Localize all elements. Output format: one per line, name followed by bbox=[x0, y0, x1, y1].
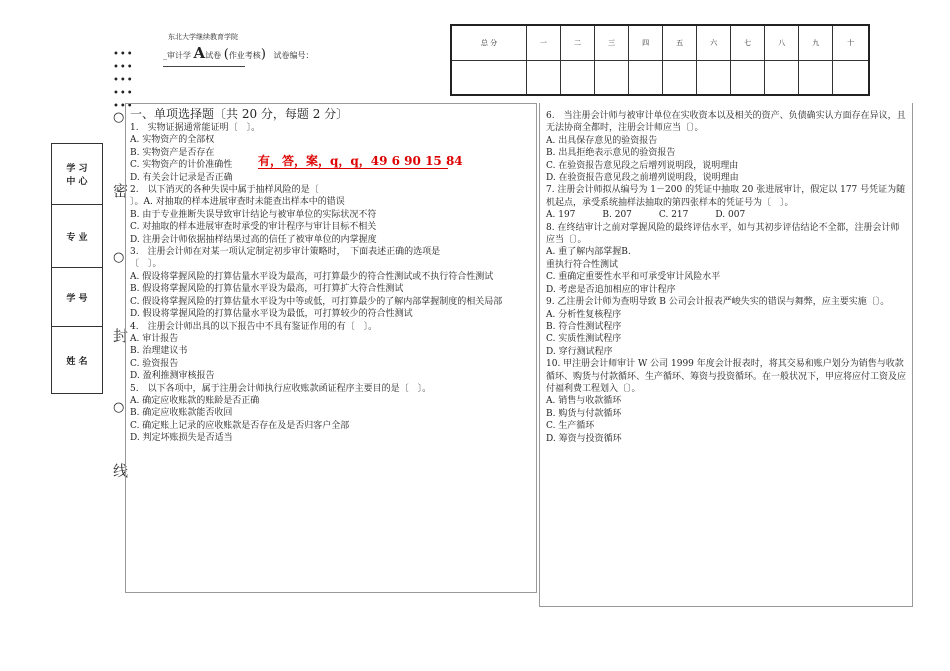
score-header-10: 十 bbox=[833, 25, 869, 60]
option-line: B. 由于专业推断失误导致审计结论与被审单位的实际状况不符 bbox=[130, 209, 377, 220]
question-line: 8. 在终结审计之前对掌握风险的最终评估水平，如与其初步评估结论不全都，注册会计师应当〔〕。 bbox=[546, 222, 900, 246]
option-line: D. 判定坏账损失是否适当 bbox=[130, 433, 233, 444]
paren-close: ) bbox=[260, 47, 266, 62]
score-header-2: 二 bbox=[560, 25, 594, 60]
option-line: A. 销售与收款循环 bbox=[546, 396, 622, 407]
score-header-1: 一 bbox=[526, 25, 560, 60]
question-line: 2. 以下消灭的各种失误中属于抽样风险的是〔 bbox=[130, 185, 319, 196]
option-line: 〕。A. 对抽取的样本进展审查时未能查出样本中的错误 bbox=[130, 197, 345, 208]
option-line: C. 确定账上记录的应收账款是否存在及是否归客户全部 bbox=[130, 420, 350, 431]
score-cell[interactable] bbox=[697, 60, 731, 95]
question-line: 6. 当注册会计师与被审计单位在实收资本以及相关的资产、负债确实认方面存在异议，且无法协商全都时，注册会计师应当〔〕。 bbox=[546, 111, 906, 134]
seal-circle: ○ bbox=[113, 400, 125, 415]
option-line: B. 实物资产是否存在 bbox=[130, 147, 215, 158]
option-line: B. 购货与付款循环 bbox=[546, 408, 622, 419]
option-line: C. 实质性测试程序 bbox=[546, 334, 622, 345]
score-header-3: 三 bbox=[595, 25, 629, 60]
option-line: D. 有关会计记录是否正确 bbox=[130, 172, 233, 183]
student-info-box bbox=[51, 143, 103, 394]
option-line: B. 出具拒绝表示意见的验资报告 bbox=[546, 148, 676, 159]
option-line: A. 重了解内部掌握B. bbox=[546, 247, 631, 258]
score-table bbox=[450, 24, 870, 96]
option-line: D. 盈利推测审核报告 bbox=[130, 371, 215, 382]
score-header-9: 九 bbox=[799, 25, 833, 60]
label-student-id: 学 号 bbox=[52, 268, 103, 327]
seal-circle: ○ bbox=[113, 110, 125, 125]
right-column bbox=[546, 110, 906, 445]
option-line: C. 对抽取的样本进展审查时承受的审计程序与审计目标不相关 bbox=[130, 222, 377, 233]
score-header-5: 五 bbox=[663, 25, 697, 60]
seal-char-xian: 线 bbox=[113, 462, 129, 480]
score-header-6: 六 bbox=[697, 25, 731, 60]
score-header-total: 总 分 bbox=[451, 25, 526, 60]
watermark-underline bbox=[258, 168, 448, 169]
score-cell[interactable] bbox=[595, 60, 629, 95]
question-line: 1. 实物证据通常能证明〔 〕。 bbox=[130, 123, 261, 133]
question-line: 4. 注册会计师出具的以下报告中不具有鉴证作用的有〔 〕。 bbox=[130, 321, 378, 332]
option-line: B. 符合性测试程序 bbox=[546, 321, 622, 332]
option-line: D. 在验资报告意见段之前增列说明段，说明理由 bbox=[546, 173, 739, 184]
score-header-7: 七 bbox=[731, 25, 765, 60]
score-header-8: 八 bbox=[765, 25, 799, 60]
score-cell[interactable] bbox=[526, 60, 560, 95]
paper-type: A bbox=[193, 44, 206, 62]
option-line: C. 验资报告 bbox=[130, 358, 179, 369]
section-title: 一、单项选择题〔共 20 分，每题 2 分〕 bbox=[130, 107, 349, 121]
option-line: A. 分析性复核程序 bbox=[546, 309, 622, 320]
score-cell[interactable] bbox=[765, 60, 799, 95]
score-cell[interactable] bbox=[629, 60, 663, 95]
option-line: A. 确定应收账款的账龄是否正确 bbox=[130, 395, 260, 406]
score-cell[interactable] bbox=[560, 60, 594, 95]
header-rule bbox=[163, 66, 245, 67]
option-line: C. 重确定重要性水平和可承受审计风险水平 bbox=[546, 272, 721, 283]
option-line: D. 假设将掌握风险的打算估量水平设为最低，可打算较少的符合性测试 bbox=[130, 309, 413, 320]
option-line: A. 假设将掌握风险的打算估量水平设为最高，可打算最少的符合性测试或不执行符合性测试 bbox=[130, 271, 494, 282]
paper-title-line bbox=[163, 44, 314, 62]
score-cell[interactable] bbox=[731, 60, 765, 95]
exam-mode: 作业考核 bbox=[228, 51, 261, 60]
option-line: A. 实物资产的全部权 bbox=[130, 135, 215, 146]
score-cell[interactable] bbox=[833, 60, 869, 95]
option-line: B. 治理建议书 bbox=[130, 346, 188, 357]
paren-open: ( bbox=[223, 47, 229, 62]
seal-circle: ○ bbox=[113, 250, 125, 265]
option-line: 重执行符合性测试 bbox=[546, 259, 619, 270]
question-line: 3. 注册会计师在对某一项认定制定初步审计策略时， 下面表述正确的选项是 bbox=[130, 247, 441, 258]
option-line: D. 考虑是否追加相应的审计程序 bbox=[546, 284, 676, 295]
option-line: C. 在验资报告意见段之后增列说明段，说明理由 bbox=[546, 160, 739, 171]
seal-char-feng: 封 bbox=[113, 327, 129, 345]
label-name: 姓 名 bbox=[52, 327, 103, 394]
option-line: B. 确定应收账款能否收回 bbox=[130, 408, 233, 419]
paper-suffix: 试卷 bbox=[205, 51, 222, 60]
question-line: 7. 注册会计师拟从编号为 1－200 的凭证中抽取 20 张进展审计，假定以 177 号凭证为随机起点，承受系统抽样法抽取的第四张样本的凭证号为〔 〕。 bbox=[546, 185, 906, 208]
school-name: 东北大学继续教育学院 bbox=[168, 33, 238, 41]
score-cell[interactable] bbox=[663, 60, 697, 95]
option-line: A. 197 B. 207 C. 217 D. 007 bbox=[546, 210, 746, 221]
question-line: 〔 〕。 bbox=[130, 259, 162, 270]
title-underscore: _ bbox=[163, 51, 167, 60]
seal-char-mi: 密 bbox=[113, 182, 129, 200]
option-line: D. 注册会计师依据抽样结果过高的信任了被审单位的内掌握度 bbox=[130, 234, 377, 245]
seal-dots: ••• ••• ••• ••• ••• bbox=[113, 49, 134, 112]
score-cell[interactable] bbox=[451, 60, 526, 95]
option-line: A. 出具保存意见的验资报告 bbox=[546, 135, 658, 146]
label-study-center: 学 习 中 心 bbox=[52, 144, 103, 205]
score-cell[interactable] bbox=[799, 60, 833, 95]
course-name: 审计学 bbox=[167, 51, 191, 60]
watermark-text: 有，答，案，q，q，49 6 90 15 84 bbox=[258, 154, 463, 168]
option-line: C. 实物资产的计价准确性 bbox=[130, 160, 233, 171]
option-line: A. 审计报告 bbox=[130, 333, 179, 344]
question-line: 10. 甲注册会计师审计 W 公司 1999 年度会计报表时，将其交易和账户划分为销售与收款循环、购货与付款循环、生产循环、筹资与投资循环。在一般状况下，甲应将应付工资及应付福利费工程划入〔〕。 bbox=[546, 359, 907, 394]
option-line: C. 假设将掌握风险的打算估量水平设为中等或低，可打算最少的了解内部掌握制度的相关局部 bbox=[130, 296, 503, 307]
option-line: D. 穿行测试程序 bbox=[546, 346, 613, 357]
serial-label: 试卷编号： bbox=[273, 51, 314, 60]
score-header-4: 四 bbox=[629, 25, 663, 60]
option-line: B. 假设将掌握风险的打算估量水平设为最高，可打算扩大符合性测试 bbox=[130, 284, 404, 295]
question-line: 9. 乙注册会计师为查明导致 B 公司会计报表严峻失实的错误与舞弊，应主要实施〔〕。 bbox=[546, 297, 890, 308]
option-line: D. 筹资与投资循环 bbox=[546, 433, 622, 444]
option-line: C. 生产循环 bbox=[546, 421, 595, 432]
question-line: 5. 以下各项中，属于注册会计师执行应收账款函证程序主要目的是〔 〕。 bbox=[130, 383, 432, 394]
label-major: 专 业 bbox=[52, 205, 103, 268]
